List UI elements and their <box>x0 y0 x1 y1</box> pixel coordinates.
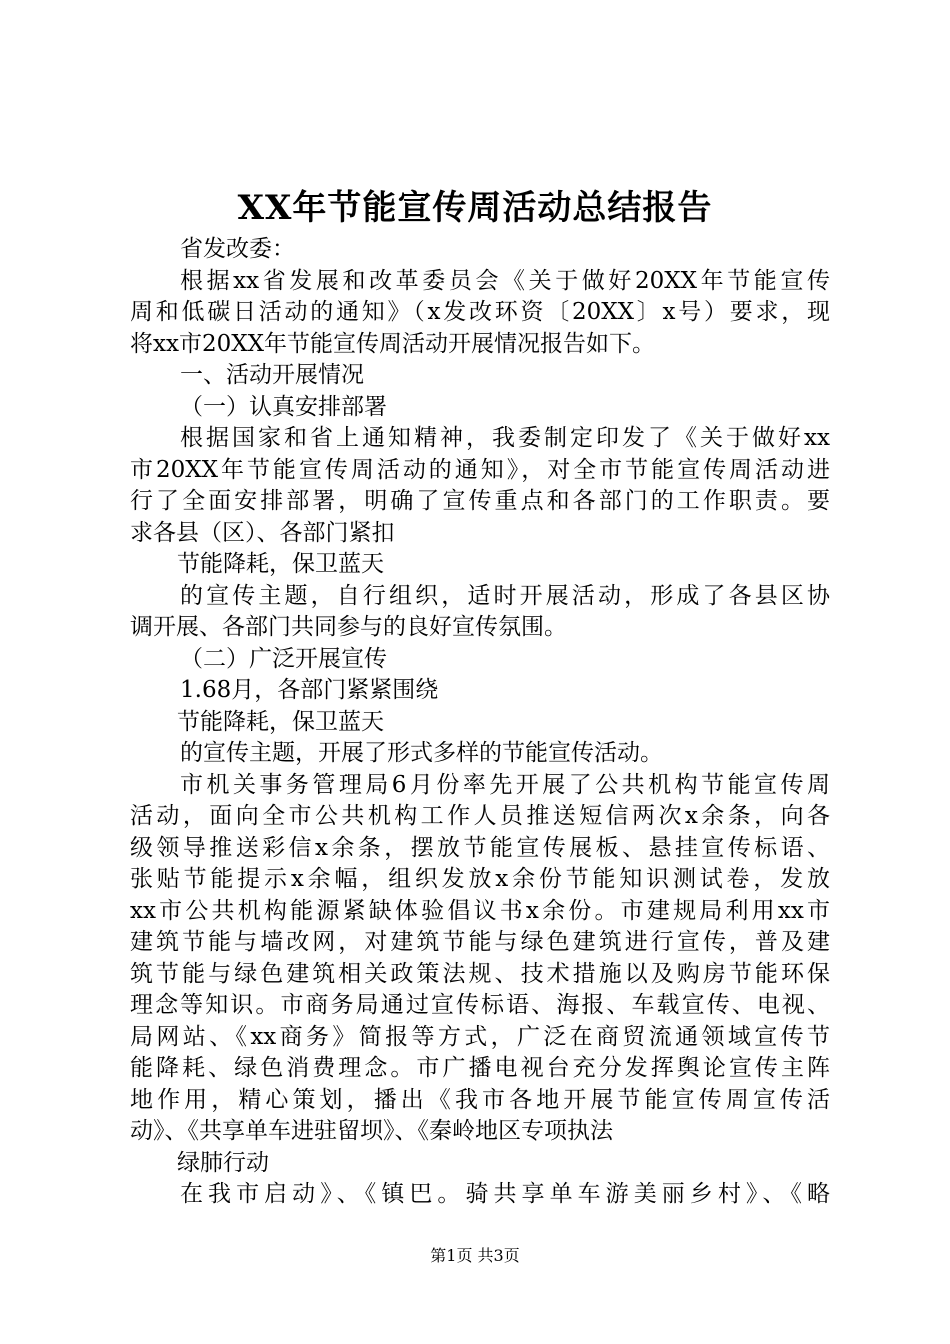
text-line: 张贴节能提示x余幅，组织发放x余份节能知识测试卷，发放 <box>130 866 830 892</box>
text-line: 理念等知识。市商务局通过宣传标语、海报、车载宣传、电视、 <box>130 992 830 1018</box>
slogan-line: 绿肺行动 <box>177 1149 269 1176</box>
text-line: 的宣传主题，自行组织，适时开展活动，形成了各县区协 <box>180 582 830 609</box>
text-line: 筑节能与绿色建筑相关政策法规、技术措施以及购房节能环保 <box>130 960 830 987</box>
subsection-heading: （二）广泛开展宣传 <box>180 645 387 672</box>
text-line: 求各县（区）、各部门紧扣 <box>130 519 395 546</box>
page-footer: 第1页 共3页 <box>430 1246 520 1265</box>
text-line: 行了全面安排部署，明确了宣传重点和各部门的工作职责。要 <box>130 488 830 514</box>
text-line: 能降耗、绿色消费理念。市广播电视台充分发挥舆论宣传主阵 <box>130 1055 830 1081</box>
text-line: 局网站、《xx商务》简报等方式，广泛在商贸流通领域宣传节 <box>130 1023 830 1050</box>
text-line: 周和低碳日活动的通知》（x发改环资〔20XX〕x号）要求，现 <box>130 299 830 325</box>
text-line: 省发改委： <box>180 236 295 262</box>
document-title: XX年节能宣传周活动总结报告 <box>237 188 713 228</box>
text-line: 在我市启动》、《镇巴。骑共享单车游美丽乡村》、《略 <box>180 1181 830 1207</box>
text-line: 根据国家和省上通知精神，我委制定印发了《关于做好xx <box>180 425 830 451</box>
text-line: 的宣传主题，开展了形式多样的节能宣传活动。 <box>180 740 663 766</box>
text-line: 动》、《共享单车进驻留坝》、《秦岭地区专项执法 <box>130 1118 613 1144</box>
text-line: 活动，面向全市公共机构工作人员推送短信两次x余条，向各 <box>130 803 830 829</box>
subsection-heading: （一）认真安排部署 <box>180 393 387 420</box>
text-line: 级领导推送彩信x余条，摆放节能宣传展板、悬挂宣传标语、 <box>130 834 830 861</box>
slogan-line: 节能降耗，保卫蓝天 <box>177 708 384 735</box>
text-line: 市机关事务管理局6月份率先开展了公共机构节能宣传周 <box>180 771 830 798</box>
text-line: 市20XX年节能宣传周活动的通知》，对全市节能宣传周活动进 <box>130 456 830 483</box>
text-line: 调开展、各部门共同参与的良好宣传氛围。 <box>130 614 567 640</box>
section-heading: 一、活动开展情况 <box>180 362 364 388</box>
text-line: 建筑节能与墙改网，对建筑节能与绿色建筑进行宣传，普及建 <box>130 929 830 955</box>
text-line: 地作用，精心策划，播出《我市各地开展节能宣传周宣传活 <box>130 1086 830 1113</box>
document-body <box>130 234 830 1211</box>
text-line: 根据xx省发展和改革委员会《关于做好20XX年节能宣传 <box>180 267 830 294</box>
text-line: xx市公共机构能源紧缺体验倡议书x余份。市建规局利用xx市 <box>130 897 830 924</box>
slogan-line: 节能降耗，保卫蓝天 <box>177 551 384 577</box>
text-line: 将xx市20XX年节能宣传周活动开展情况报告如下。 <box>130 330 655 357</box>
text-line: 1.68月，各部门紧紧围绕 <box>180 677 439 703</box>
